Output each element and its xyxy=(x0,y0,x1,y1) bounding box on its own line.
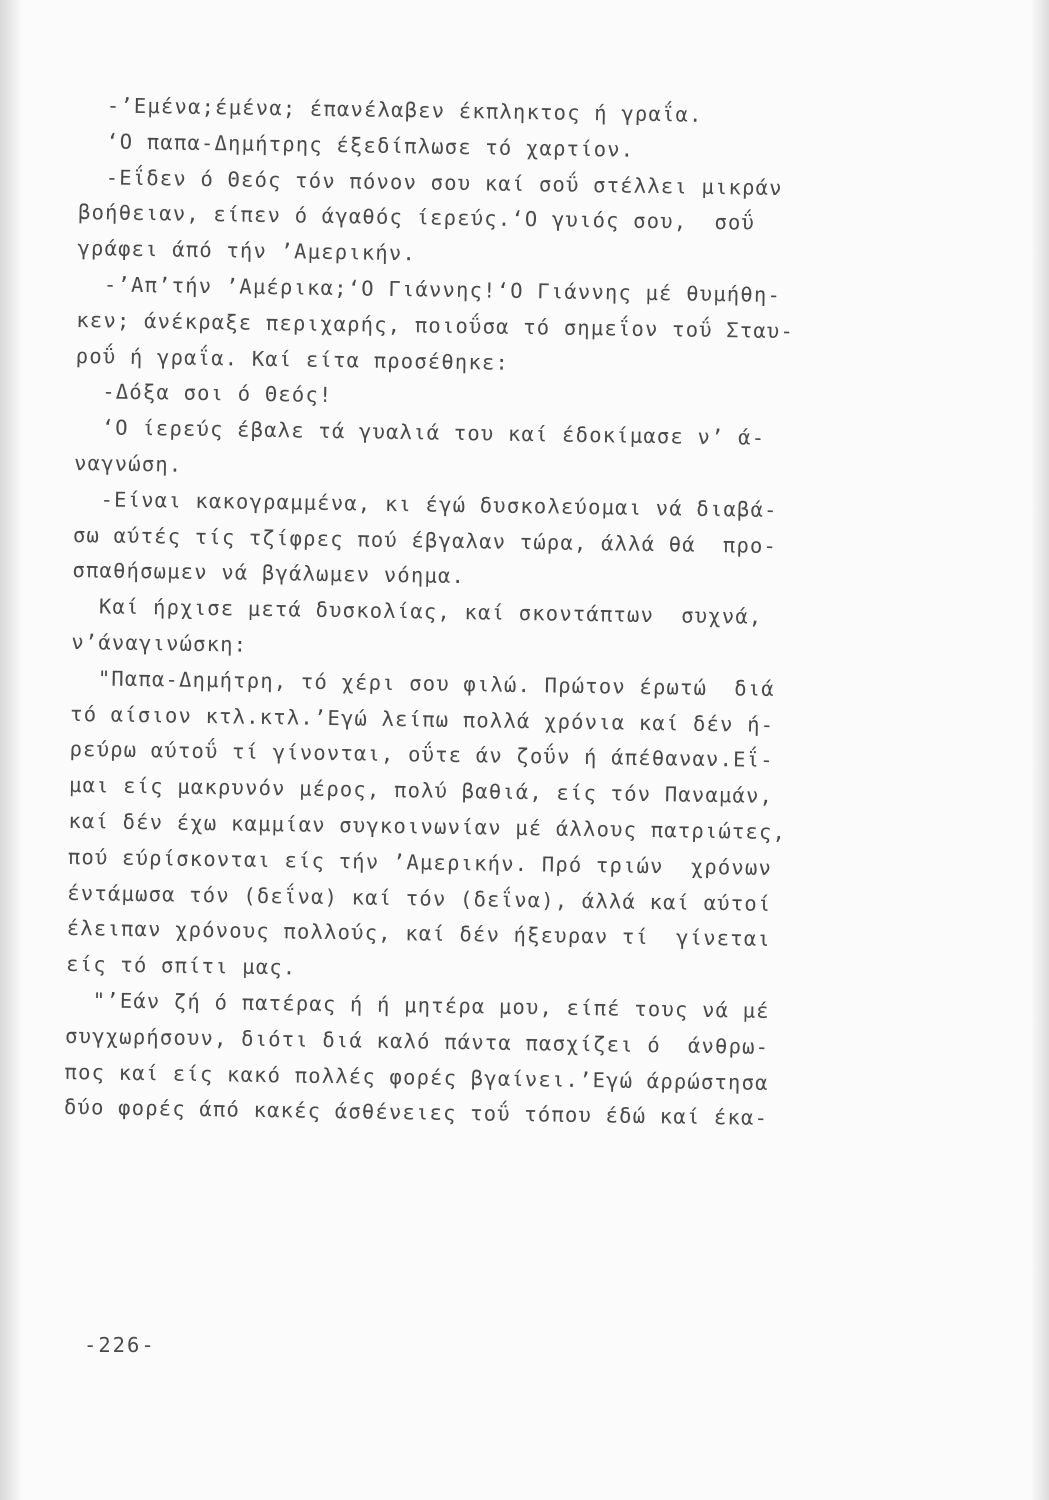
text-line: δύο φορές άπό κακές άσθένειες τοΰ τόπου έδώ καί έκα- xyxy=(63,1095,769,1131)
text-line: συγχωρήσουν, διότι διά καλό πάντα πασχίζει ό άνθρω- xyxy=(64,1023,770,1059)
page-edge-shadow-left xyxy=(0,0,22,1500)
page-number: -226- xyxy=(84,1333,156,1357)
text-line: ‘Ο παπα-Δημήτρης έξεδίπλωσε τό χαρτίον. xyxy=(78,128,635,162)
text-line: -Εΐδεν ό Θεός τόν πόνον σου καί σοΰ στέλλει μικράν xyxy=(78,164,783,200)
page-edge-shadow-right xyxy=(1031,0,1049,1500)
text-line: μαι είς μακρυνόν μέρος, πολύ βαθιά, είς τόν Παναμάν, xyxy=(68,773,774,809)
text-line: γράφει άπό τήν ’Αμερικήν. xyxy=(77,236,417,266)
text-line: ν’άναγινώσκη: xyxy=(71,629,248,657)
text-line: ροΰ ή γραΐα. Καί είτα προσέθηκε: xyxy=(75,343,510,375)
text-line: έλειπαν χρόνους πολλούς, καί δέν ήξευραν τί γίνεται xyxy=(66,916,772,952)
text-line: -Είναι κακογραμμένα, κι έγώ δυσκολεύομαι νά διαβά- xyxy=(73,486,778,522)
text-line: καί δέν έχω καμμίαν συγκοινωνίαν μέ άλλους πατριώτες, xyxy=(68,808,787,845)
text-line: έντάμωσα τόν (δεΐνα) καί τόν (δεΐνα), άλλά καί αύτοί xyxy=(67,880,772,916)
text-line: πού εύρίσκονται είς τήν ’Αμερικήν. Πρό τριών χρόνων xyxy=(67,844,773,880)
text-line: "Παπα-Δημήτρη, τό χέρι σου φιλώ. Πρώτον έρωτώ διά xyxy=(70,665,776,701)
text-line: Καί ήρχισε μετά δυσκολίας, καί σκοντάπτων συχνά, xyxy=(71,594,763,629)
text-line: -’Απ’τήν ’Αμέρικα;‘Ο Γιάννης!‘Ο Γιάννης μέ θυμήθη- xyxy=(76,271,782,308)
text-line: τό αίσιον κτλ.κτλ.’Εγώ λείπω πολλά χρόνια καί δέν ή- xyxy=(69,701,775,737)
text-line: ναγνώση. xyxy=(73,450,183,477)
text-line: -’Εμένα;έμένα; έπανέλαβεν έκπληκτος ή γραΐα. xyxy=(79,92,703,127)
text-line: σπαθήσωμεν νά βγάλωμεν νόημα. xyxy=(72,558,466,589)
typewritten-text-block xyxy=(64,88,1020,1141)
text-line: σω αύτές τίς τζίφρες πού έβγαλαν τώρα, άλλά θά προ- xyxy=(72,522,778,558)
text-line: ‘Ο ίερεύς έβαλε τά γυαλιά του καί έδοκίμασε ν’ ά- xyxy=(74,415,766,450)
text-line: είς τό σπίτι μας. xyxy=(66,952,297,980)
text-line: κεν; άνέκραξε περιχαρής, ποιοΰσα τό σημεΐον τοΰ Σταυ- xyxy=(76,307,795,344)
text-line: "’Εάν ζή ό πατέρας ή ή μητέρα μου, είπέ τους νά μέ xyxy=(65,987,770,1023)
text-line: πος καί είς κακό πολλές φορές βγαίνει.’Εγώ άρρώστησα xyxy=(64,1059,769,1095)
text-line: ρεύρω αύτοΰ τί γίνονται, οΰτε άν ζοΰν ή άπέθαναν.Εΐ- xyxy=(69,737,774,773)
text-line: βοήθειαν, είπεν ό άγαθός ίερεύς.‘Ο γυιός σου, σοΰ xyxy=(77,200,756,236)
text-line: -Δόξα σοι ό Θεός! xyxy=(75,379,333,408)
